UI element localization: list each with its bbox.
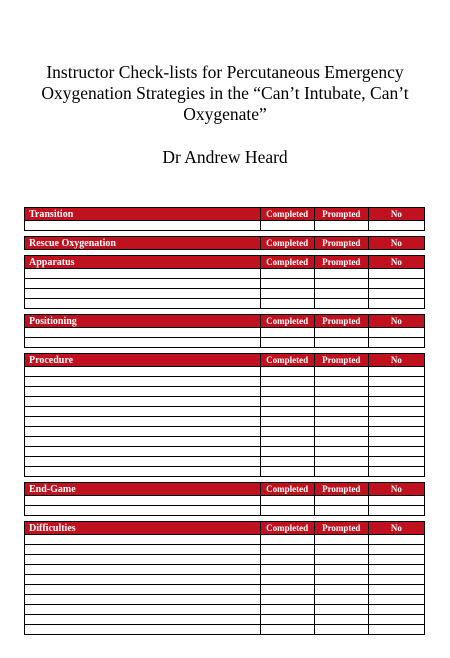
item-cell xyxy=(25,585,261,595)
item-cell xyxy=(25,437,261,447)
check-cell xyxy=(314,377,368,387)
section-header-row xyxy=(25,522,425,535)
section-name: Rescue Oxygenation xyxy=(25,237,261,250)
check-cell xyxy=(260,397,314,407)
check-cell xyxy=(368,437,424,447)
item-cell xyxy=(25,565,261,575)
column-header-prompted: Prompted xyxy=(314,315,368,328)
check-cell xyxy=(368,467,424,477)
item-cell xyxy=(25,506,261,516)
table-row xyxy=(25,279,425,289)
check-cell xyxy=(368,545,424,555)
table-row xyxy=(25,417,425,427)
table-row xyxy=(25,407,425,417)
item-cell xyxy=(25,595,261,605)
item-cell xyxy=(25,625,261,635)
column-header-no: No xyxy=(368,315,424,328)
check-cell xyxy=(260,605,314,615)
check-cell xyxy=(368,397,424,407)
check-cell xyxy=(314,496,368,506)
column-header-completed: Completed xyxy=(260,315,314,328)
section-name: Difficulties xyxy=(25,522,261,535)
item-cell xyxy=(25,299,261,309)
item-cell xyxy=(25,545,261,555)
item-cell xyxy=(25,417,261,427)
column-header-no: No xyxy=(368,237,424,250)
check-cell xyxy=(314,299,368,309)
table-row xyxy=(25,367,425,377)
check-cell xyxy=(260,625,314,635)
check-cell xyxy=(314,417,368,427)
check-cell xyxy=(260,575,314,585)
table-row xyxy=(25,377,425,387)
item-cell xyxy=(25,575,261,585)
column-header-prompted: Prompted xyxy=(314,237,368,250)
item-cell xyxy=(25,615,261,625)
table-row xyxy=(25,299,425,309)
checklist-section xyxy=(24,353,425,477)
table-row xyxy=(25,575,425,585)
column-header-completed: Completed xyxy=(260,354,314,367)
check-cell xyxy=(260,437,314,447)
item-cell xyxy=(25,289,261,299)
table-row xyxy=(25,397,425,407)
check-cell xyxy=(314,279,368,289)
check-cell xyxy=(314,387,368,397)
checklist-section xyxy=(24,314,425,348)
check-cell xyxy=(260,289,314,299)
table-row xyxy=(25,447,425,457)
column-header-no: No xyxy=(368,256,424,269)
check-cell xyxy=(260,506,314,516)
document-title: Instructor Check-lists for Percutaneous Emergency Oxygenation Strategies in the “Can’t Intubate, Can’t Oxygenate” xyxy=(41,62,409,124)
item-cell xyxy=(25,387,261,397)
column-header-prompted: Prompted xyxy=(314,208,368,221)
check-cell xyxy=(260,555,314,565)
check-cell xyxy=(260,269,314,279)
table-row xyxy=(25,595,425,605)
check-cell xyxy=(368,447,424,457)
table-row xyxy=(25,221,425,231)
check-cell xyxy=(368,457,424,467)
section-name: Positioning xyxy=(25,315,261,328)
item-cell xyxy=(25,496,261,506)
checklist-section xyxy=(24,236,425,250)
check-cell xyxy=(368,367,424,377)
column-header-prompted: Prompted xyxy=(314,522,368,535)
check-cell xyxy=(314,615,368,625)
checklist-section xyxy=(24,482,425,516)
check-cell xyxy=(314,437,368,447)
check-cell xyxy=(260,457,314,467)
document-author: Dr Andrew Heard xyxy=(162,147,288,167)
section-name: End-Game xyxy=(25,483,261,496)
check-cell xyxy=(368,585,424,595)
table-row xyxy=(25,565,425,575)
check-cell xyxy=(260,377,314,387)
check-cell xyxy=(368,417,424,427)
check-cell xyxy=(260,447,314,457)
item-cell xyxy=(25,605,261,615)
check-cell xyxy=(368,377,424,387)
check-cell xyxy=(314,328,368,338)
section-name: Transition xyxy=(25,208,261,221)
check-cell xyxy=(314,605,368,615)
check-cell xyxy=(368,625,424,635)
check-cell xyxy=(314,367,368,377)
item-cell xyxy=(25,407,261,417)
column-header-no: No xyxy=(368,354,424,367)
table-row xyxy=(25,496,425,506)
item-cell xyxy=(25,457,261,467)
check-cell xyxy=(314,221,368,231)
check-cell xyxy=(260,467,314,477)
check-cell xyxy=(314,338,368,348)
table-row xyxy=(25,467,425,477)
check-cell xyxy=(314,506,368,516)
check-cell xyxy=(368,269,424,279)
check-cell xyxy=(314,407,368,417)
item-cell xyxy=(25,328,261,338)
check-cell xyxy=(368,605,424,615)
column-header-completed: Completed xyxy=(260,483,314,496)
column-header-completed: Completed xyxy=(260,522,314,535)
table-row xyxy=(25,585,425,595)
column-header-prompted: Prompted xyxy=(314,483,368,496)
check-cell xyxy=(260,585,314,595)
checklist-section xyxy=(24,521,425,635)
item-cell xyxy=(25,338,261,348)
table-row xyxy=(25,615,425,625)
check-cell xyxy=(368,496,424,506)
section-header-row xyxy=(25,354,425,367)
check-cell xyxy=(260,299,314,309)
item-cell xyxy=(25,269,261,279)
item-cell xyxy=(25,397,261,407)
check-cell xyxy=(314,545,368,555)
check-cell xyxy=(314,565,368,575)
section-header-row xyxy=(25,208,425,221)
check-cell xyxy=(314,585,368,595)
item-cell xyxy=(25,555,261,565)
item-cell xyxy=(25,367,261,377)
item-cell xyxy=(25,221,261,231)
column-header-prompted: Prompted xyxy=(314,354,368,367)
column-header-prompted: Prompted xyxy=(314,256,368,269)
check-cell xyxy=(368,506,424,516)
check-cell xyxy=(314,427,368,437)
item-cell xyxy=(25,447,261,457)
check-cell xyxy=(314,595,368,605)
section-header-row xyxy=(25,256,425,269)
check-cell xyxy=(260,279,314,289)
section-header-row xyxy=(25,483,425,496)
check-cell xyxy=(368,289,424,299)
table-row xyxy=(25,328,425,338)
check-cell xyxy=(314,269,368,279)
section-header-row xyxy=(25,237,425,250)
table-row xyxy=(25,625,425,635)
table-row xyxy=(25,289,425,299)
check-cell xyxy=(368,338,424,348)
table-row xyxy=(25,605,425,615)
check-cell xyxy=(260,417,314,427)
check-cell xyxy=(314,625,368,635)
check-cell xyxy=(368,387,424,397)
item-cell xyxy=(25,427,261,437)
section-header-row xyxy=(25,315,425,328)
table-row xyxy=(25,555,425,565)
check-cell xyxy=(368,221,424,231)
check-cell xyxy=(368,555,424,565)
check-cell xyxy=(368,427,424,437)
check-cell xyxy=(368,535,424,545)
column-header-no: No xyxy=(368,483,424,496)
check-cell xyxy=(314,397,368,407)
checklist-tables xyxy=(24,207,425,635)
table-row xyxy=(25,457,425,467)
check-cell xyxy=(260,427,314,437)
item-cell xyxy=(25,535,261,545)
table-row xyxy=(25,545,425,555)
column-header-no: No xyxy=(368,522,424,535)
check-cell xyxy=(260,387,314,397)
table-row xyxy=(25,437,425,447)
check-cell xyxy=(314,467,368,477)
check-cell xyxy=(368,615,424,625)
column-header-completed: Completed xyxy=(260,208,314,221)
check-cell xyxy=(368,407,424,417)
check-cell xyxy=(260,407,314,417)
item-cell xyxy=(25,279,261,289)
check-cell xyxy=(260,367,314,377)
check-cell xyxy=(314,575,368,585)
check-cell xyxy=(314,289,368,299)
check-cell xyxy=(368,595,424,605)
column-header-completed: Completed xyxy=(260,256,314,269)
section-name: Apparatus xyxy=(25,256,261,269)
section-name: Procedure xyxy=(25,354,261,367)
checklist-section xyxy=(24,207,425,231)
check-cell xyxy=(260,496,314,506)
column-header-no: No xyxy=(368,208,424,221)
check-cell xyxy=(314,535,368,545)
table-row xyxy=(25,427,425,437)
check-cell xyxy=(260,545,314,555)
check-cell xyxy=(260,595,314,605)
check-cell xyxy=(314,555,368,565)
table-row xyxy=(25,338,425,348)
column-header-completed: Completed xyxy=(260,237,314,250)
item-cell xyxy=(25,377,261,387)
check-cell xyxy=(260,338,314,348)
check-cell xyxy=(368,565,424,575)
check-cell xyxy=(368,575,424,585)
table-row xyxy=(25,535,425,545)
check-cell xyxy=(260,535,314,545)
check-cell xyxy=(260,221,314,231)
item-cell xyxy=(25,467,261,477)
check-cell xyxy=(260,615,314,625)
check-cell xyxy=(368,328,424,338)
table-row xyxy=(25,269,425,279)
check-cell xyxy=(314,457,368,467)
check-cell xyxy=(368,299,424,309)
check-cell xyxy=(368,279,424,289)
checklist-section xyxy=(24,255,425,309)
check-cell xyxy=(314,447,368,457)
check-cell xyxy=(260,328,314,338)
table-row xyxy=(25,506,425,516)
table-row xyxy=(25,387,425,397)
check-cell xyxy=(260,565,314,575)
